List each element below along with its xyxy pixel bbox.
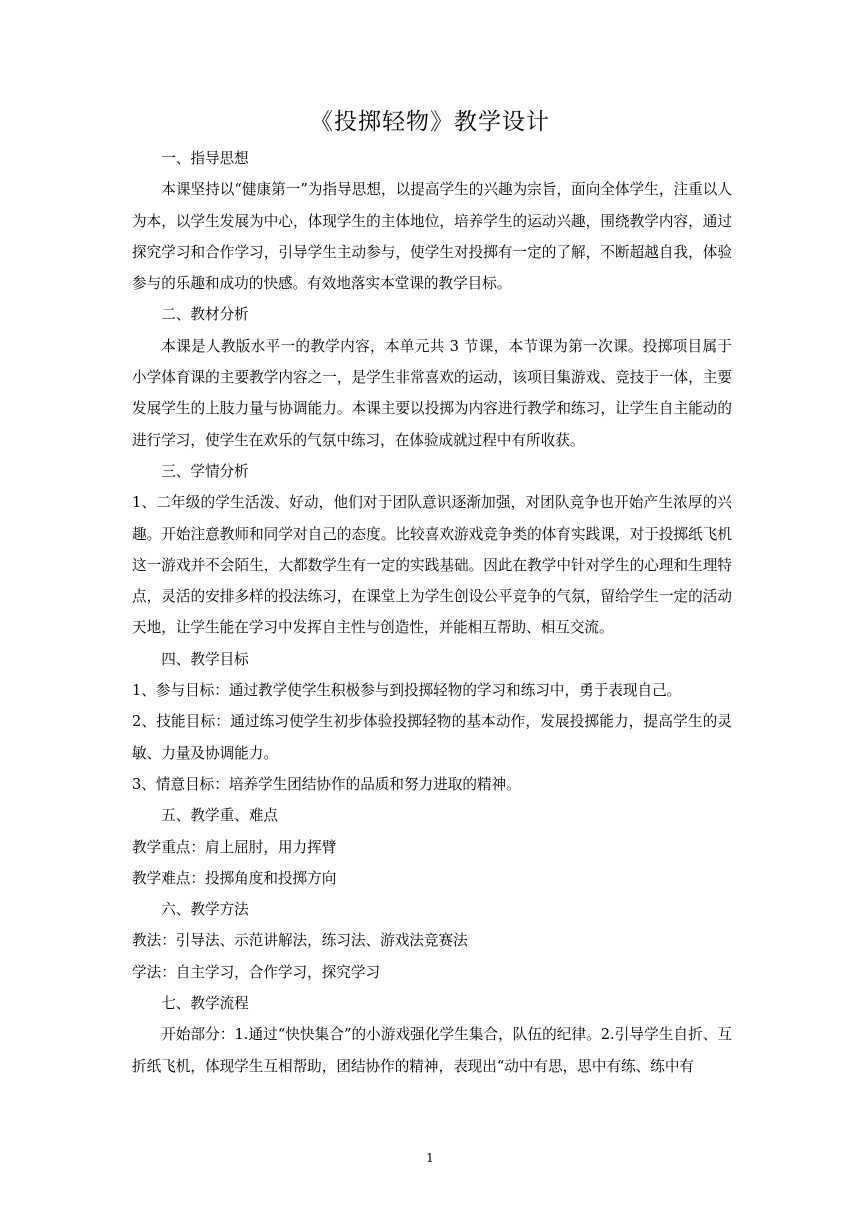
teaching-method: 教法：引导法、示范讲解法，练习法、游戏法竞赛法 <box>132 932 468 950</box>
document-body <box>132 143 732 1082</box>
section-heading-teaching-methods: 六、教学方法 <box>161 901 249 919</box>
section-heading-guiding-ideology: 一、指导思想 <box>161 150 249 167</box>
key-point: 教学重点：肩上屈肘，用力挥臂 <box>132 838 337 856</box>
section-heading-material-analysis: 二、教材分析 <box>161 306 249 324</box>
paragraph-material-analysis: 本课是人教版水平一的教学内容，本单元共 3 节课，本节课为第一次课。投掷项目属于小学体育课的主要教学内容之一，是学生非常喜欢的运动，该项目集游戏、竞技于一体，主要发展学生的上肢力量与协调能力。本课主要以投掷为内容进行教学和练习，让学生自主能动的进行学习，使学生在欢乐的气氛中练习，在体验成就过程中有所收获。 <box>132 337 732 449</box>
section-heading-teaching-goals: 四、教学目标 <box>161 650 249 668</box>
section-heading-key-points: 五、教学重、难点 <box>161 807 278 825</box>
goal-participation: 1、参与目标：通过教学使学生积极参与到投掷轻物的学习和练习中，勇于表现自己。 <box>132 682 682 700</box>
learning-method: 学法：自主学习，合作学习，探究学习 <box>132 963 381 981</box>
paragraph-teaching-process: 开始部分：1.通过“快快集合”的小游戏强化学生集合，队伍的纪律。2.引导学生自折、互折纸飞机，体现学生互相帮助，团结协作的精神，表现出“动中有思，思中有练、练中有 <box>132 1026 732 1075</box>
paragraph-student-analysis: 1、二年级的学生活泼、好动，他们对于团队意识逐渐加强，对团队竞争也开始产生浓厚的兴趣。开始注意教师和同学对自己的态度。比较喜欢游戏竞争类的体育实践课，对于投掷纸飞机这一游戏并不会陌生，大都数学生有一定的实践基础。因此在教学中针对学生的心理和生理特点，灵活的安排多样的投法练习，在课堂上为学生创设公平竞争的气氛，留给学生一定的活动天地，让学生能在学习中发挥自主性与创造性，并能相互帮助、相互交流。 <box>132 494 732 637</box>
goal-emotion: 3、情意目标：培养学生团结协作的品质和努力进取的精神。 <box>132 775 521 793</box>
difficult-point: 教学难点：投掷角度和投掷方向 <box>132 869 337 887</box>
section-heading-student-analysis: 三、学情分析 <box>161 462 249 480</box>
document-title: 《投掷轻物》教学设计 <box>310 109 550 135</box>
page-number: 1 <box>426 1151 434 1165</box>
goal-skill: 2、技能目标：通过练习使学生初步体验投掷轻物的基本动作，发展投掷能力，提高学生的灵敏、力量及协调能力。 <box>132 713 732 762</box>
paragraph-guiding-ideology: 本课坚持以“健康第一”为指导思想，以提高学生的兴趣为宗旨，面向全体学生，注重以人为本，以学生发展为中心，体现学生的主体地位，培养学生的运动兴趣，围绕教学内容，通过探究学习和合作学习，引导学生主动参与，使学生对投掷有一定的了解，不断超越自我，体验参与的乐趣和成功的快感。有效地落实本堂课的教学目标。 <box>132 181 732 293</box>
section-heading-teaching-process: 七、教学流程 <box>161 995 249 1013</box>
